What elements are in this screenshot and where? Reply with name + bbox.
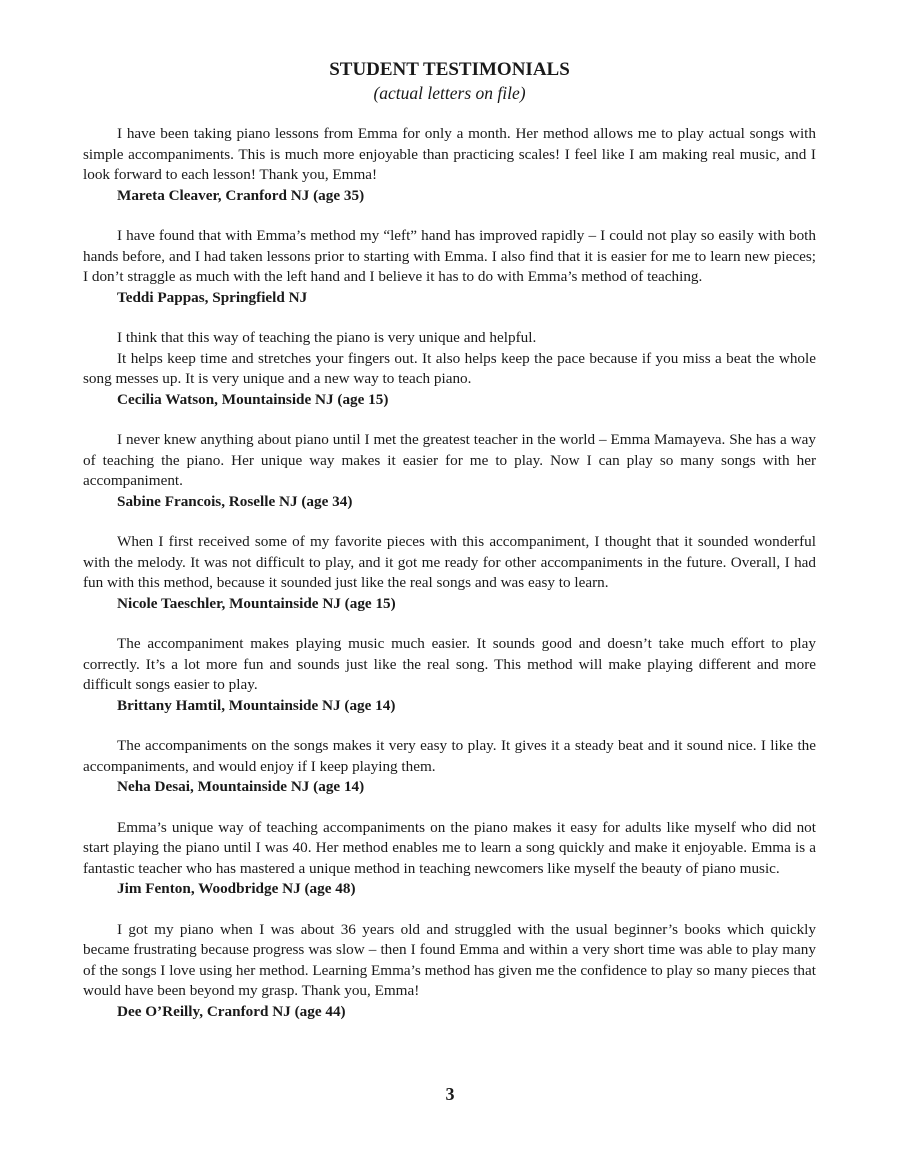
page-title: STUDENT TESTIMONIALS — [329, 59, 570, 80]
testimonial-author: Mareta Cleaver, Cranford NJ (age 35) — [117, 186, 365, 204]
document-page — [83, 58, 816, 1042]
testimonial-text: I have been taking piano lessons from Emma for only a month. Her method allows me to play actual songs with simple accompaniments. This is much more enjoyable than practicing scales! I feel like I am making real music, and I look forward to each lesson! Thank you, Emma! — [83, 125, 816, 183]
testimonial-text: I think that this way of teaching the piano is very unique and helpful. — [117, 329, 537, 346]
testimonial-text: I have found that with Emma’s method my “left” hand has improved rapidly – I could not play so easily with both hands before, and I had taken lessons prior to starting with Emma. I also find that it is easier for me to learn new pieces; I don’t straggle as much with the left hand and I believe it has to do with Emma’s method of teaching. — [83, 227, 816, 285]
testimonial-text: It helps keep time and stretches your fingers out. It also helps keep the pace because if you miss a beat the whole song messes up. It is very unique and a new way to teach piano. — [83, 349, 816, 387]
testimonial-author: Dee O’Reilly, Cranford NJ (age 44) — [117, 1002, 346, 1020]
testimonial — [83, 430, 816, 512]
testimonial — [83, 634, 816, 716]
testimonial — [83, 920, 816, 1023]
testimonial-author: Neha Desai, Mountainside NJ (age 14) — [117, 778, 365, 795]
testimonial-author: Cecilia Watson, Mountainside NJ (age 15) — [117, 390, 389, 408]
testimonial-author: Jim Fenton, Woodbridge NJ (age 48) — [117, 880, 356, 897]
testimonial-author: Teddi Pappas, Springfield NJ — [117, 288, 308, 306]
testimonial-author: Brittany Hamtil, Mountainside NJ (age 14) — [117, 696, 396, 714]
testimonial-text: Emma’s unique way of teaching accompaniments on the piano makes it easy for adults like myself who did not start playing the piano until I was 40. Her method enables me to learn a song quickly and make it enjoyable. Emma is a fantastic teacher who has mastered a unique method in teaching newcomers like myself the beauty of piano music. — [83, 818, 816, 877]
testimonial — [83, 532, 816, 614]
testimonial-author: Sabine Francois, Roselle NJ (age 34) — [117, 492, 353, 510]
testimonial-author: Nicole Taeschler, Mountainside NJ (age 15) — [117, 594, 396, 612]
testimonial-text: The accompaniment makes playing music much easier. It sounds good and doesn’t take much effort to play correctly. It’s a lot more fun and sounds just like the real song. This method will make playing different and more difficult songs easier to play. — [83, 635, 816, 693]
testimonial — [83, 226, 816, 308]
page-number: 3 — [445, 1084, 455, 1104]
testimonial — [83, 328, 816, 410]
page-subtitle: (actual letters on file) — [373, 83, 526, 103]
testimonial-text: The accompaniments on the songs makes it very easy to play. It gives it a steady beat and it sound nice. I like the accompaniments, and would enjoy if I keep playing them. — [83, 737, 816, 775]
testimonial-text: When I first received some of my favorite pieces with this accompaniment, I thought that it sounded wonderful with the melody. It was not difficult to play, and it got me ready for other accompaniments in the future. Overall, I had fun with this method, because it sounded just like the real songs and was easy to learn. — [83, 533, 816, 591]
testimonial — [83, 124, 816, 206]
testimonial-text: I never knew anything about piano until I met the greatest teacher in the world – Emma Mamayeva. She has a way of teaching the piano. Her unique way makes it easier for me to play. Now I can play so many songs with her accompaniment. — [83, 431, 816, 489]
testimonial — [83, 818, 816, 900]
testimonial-text: I got my piano when I was about 36 years old and struggled with the usual beginner’s books which quickly became frustrating because progress was slow – then I found Emma and within a very short time was able to play many of the songs I love using her method. Learning Emma’s method has given me the confidence to play so many pieces that would have been beyond my grasp. Thank you, Emma! — [83, 920, 816, 999]
testimonial — [83, 736, 816, 798]
